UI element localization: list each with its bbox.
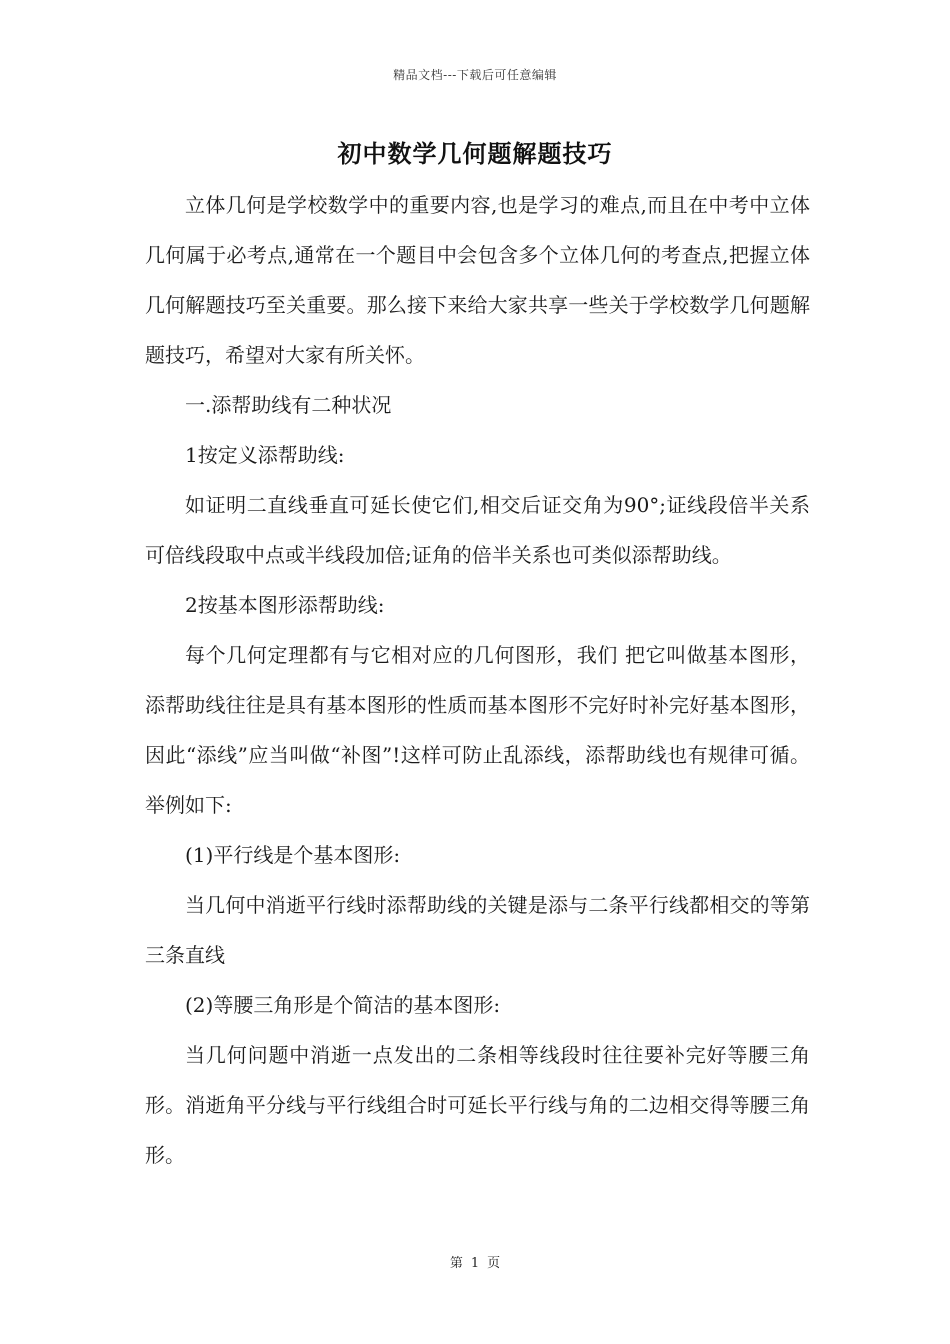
- page-number: 1: [470, 1256, 480, 1271]
- paragraph-subheading-2: 2按基本图形添帮助线:: [185, 593, 385, 617]
- paragraph-intro: 立体几何是学校数学中的重要内容,也是学习的难点,而且在中考中立体几何属于必考点,通常在一个题目中会包含多个立体几何的考查点,把握立体几何解题技巧至关重要。那么接下来给大家共享一些关于学校数学几何题解题技巧，希望对大家有所关怀。: [145, 193, 810, 367]
- paragraph-parallel-lines: 当几何中消逝平行线时添帮助线的关键是添与二条平行线都相交的等第三条直线: [145, 893, 810, 967]
- paragraph-basic-figure: 每个几何定理都有与它相对应的几何图形，我们 把它叫做基本图形，添帮助线往往是具有基本图形的性质而基本图形不完好时补完好基本图形，因此“添线”应当叫做“补图”!这样可防止乱添线，添帮助线也有规律可循。举例如下:: [145, 643, 810, 817]
- document-title: 初中数学几何题解题技巧: [337, 139, 613, 168]
- footer-prefix: 第: [449, 1256, 463, 1271]
- document-body: [145, 180, 810, 1180]
- paragraph-subheading-1: 1按定义添帮助线:: [185, 443, 345, 467]
- header-note: 精品文档---下载后可任意编辑: [393, 68, 557, 82]
- paragraph-section-1: 一.添帮助线有二种状况: [185, 393, 392, 417]
- page-footer: [0, 1252, 950, 1271]
- footer-suffix: 页: [487, 1256, 501, 1271]
- paragraph-item-2: (2)等腰三角形是个简洁的基本图形:: [185, 993, 501, 1017]
- paragraph-isosceles: 当几何问题中消逝一点发出的二条相等线段时往往要补完好等腰三角形。消逝角平分线与平行线组合时可延长平行线与角的二边相交得等腰三角形。: [145, 1043, 810, 1167]
- paragraph-item-1: (1)平行线是个基本图形:: [185, 843, 401, 867]
- paragraph-definition-example: 如证明二直线垂直可延长使它们,相交后证交角为90°;证线段倍半关系可倍线段取中点或半线段加倍;证角的倍半关系也可类似添帮助线。: [145, 493, 810, 567]
